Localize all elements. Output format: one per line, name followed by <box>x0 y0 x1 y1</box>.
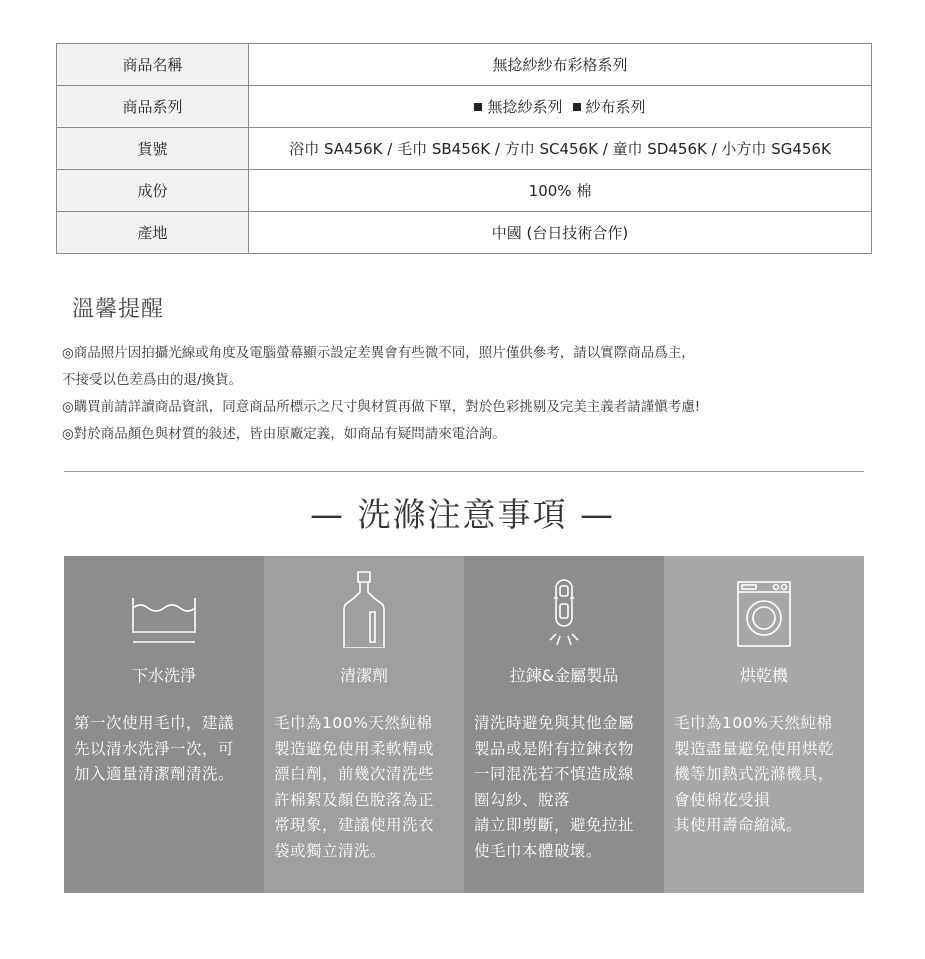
care-item-wash <box>64 556 264 893</box>
care-line: 請立即剪斷，避免拉扯 <box>474 816 635 834</box>
care-item-description <box>74 711 260 788</box>
spec-value: 無捻紗紗布彩格系列 <box>249 44 872 86</box>
care-line: 清洗時避免與其他金屬 <box>474 714 635 732</box>
dryer-machine-icon <box>714 568 814 648</box>
notice-line: ◎對於商品顏色與材質的敍述，皆由原廠定義，如商品有疑問請來電洽詢。 <box>62 426 506 442</box>
series-item: 無捻紗系列 <box>487 98 563 116</box>
care-item-dryer <box>664 556 864 893</box>
care-item-title: 清潔劑 <box>339 666 388 685</box>
care-item-title: 烘乾機 <box>739 666 788 685</box>
spec-row-name <box>57 44 872 86</box>
square-bullet-icon <box>573 103 581 111</box>
care-section-title: — 洗滌注意事項 — <box>310 495 615 534</box>
spec-value: 中國 (台日技術合作) <box>249 212 872 254</box>
care-line: 使毛巾本體破壞。 <box>474 841 603 860</box>
care-line: 袋或獨立清洗。 <box>274 841 387 860</box>
care-line: 製造避免使用柔軟精或 <box>274 739 435 758</box>
spec-label: 產地 <box>57 212 249 254</box>
notice-line: ◎商品照片因拍攝光線或角度及電腦螢幕顯示設定差異會有些微不同，照片僅供參考，請以實際商品爲主， <box>62 345 695 361</box>
spec-row-origin <box>57 212 872 254</box>
care-line: 一同混洗若不慎造成線 <box>474 765 635 783</box>
spec-label: 貨號 <box>57 128 249 170</box>
care-item-detergent <box>264 556 464 893</box>
spec-value <box>249 86 872 128</box>
spec-row-sku <box>57 128 872 170</box>
spec-label: 成份 <box>57 170 249 212</box>
care-item-title: 拉鍊&金屬製品 <box>509 666 619 685</box>
care-line: 加入適量清潔劑清洗。 <box>74 765 235 783</box>
care-item-description <box>474 711 660 864</box>
spec-row-series <box>57 86 872 128</box>
series-item: 紗布系列 <box>585 98 646 116</box>
notice-line: 不接受以色差爲由的退/換貨。 <box>62 372 243 388</box>
square-bullet-icon <box>474 103 482 111</box>
care-line: 許棉絮及顏色脫落為正 <box>274 790 435 809</box>
care-item-zipper <box>464 556 664 893</box>
spec-label: 商品名稱 <box>57 44 249 86</box>
care-line: 毛巾為100%天然純棉 <box>674 714 833 732</box>
care-line: 其使用壽命縮減。 <box>674 816 803 834</box>
care-item-description <box>674 711 860 839</box>
care-item-title: 下水洗淨 <box>131 666 196 685</box>
care-line: 毛巾為100%天然純棉 <box>274 714 433 732</box>
care-line: 圈勾紗、脫落 <box>474 790 571 809</box>
notice-text <box>62 340 872 448</box>
detergent-bottle-icon <box>314 568 414 648</box>
care-item-description <box>274 711 460 864</box>
spec-row-material <box>57 170 872 212</box>
zipper-icon <box>514 568 614 648</box>
product-spec-table <box>56 43 872 254</box>
notice-line: ◎購買前請詳讀商品資訊，同意商品所標示之尺寸與材質再做下單，對於色彩挑剔及完美主義者請謹愼考慮! <box>62 399 701 415</box>
care-line: 第一次使用毛巾，建議 <box>74 714 235 732</box>
care-line: 會使棉花受損 <box>674 790 771 809</box>
care-instructions <box>64 556 864 893</box>
notice-title: 溫馨提醒 <box>72 297 165 322</box>
wash-basin-icon <box>114 568 214 648</box>
care-line: 漂白劑，前幾次清洗些 <box>274 765 435 783</box>
care-line: 機等加熱式洗滌機具， <box>674 765 835 783</box>
care-line: 常現象，建議使用洗衣 <box>274 816 435 834</box>
spec-label: 商品系列 <box>57 86 249 128</box>
care-line: 製品或是附有拉鍊衣物 <box>474 739 635 758</box>
care-line: 製造盡量避免使用烘乾 <box>674 739 835 758</box>
section-divider <box>64 471 864 472</box>
care-line: 先以清水洗淨一次，可 <box>74 739 235 758</box>
spec-value: 100% 棉 <box>249 170 872 212</box>
spec-value: 浴巾 SA456K / 毛巾 SB456K / 方巾 SC456K / 童巾 SD456K / 小方巾 SG456K <box>249 128 872 170</box>
